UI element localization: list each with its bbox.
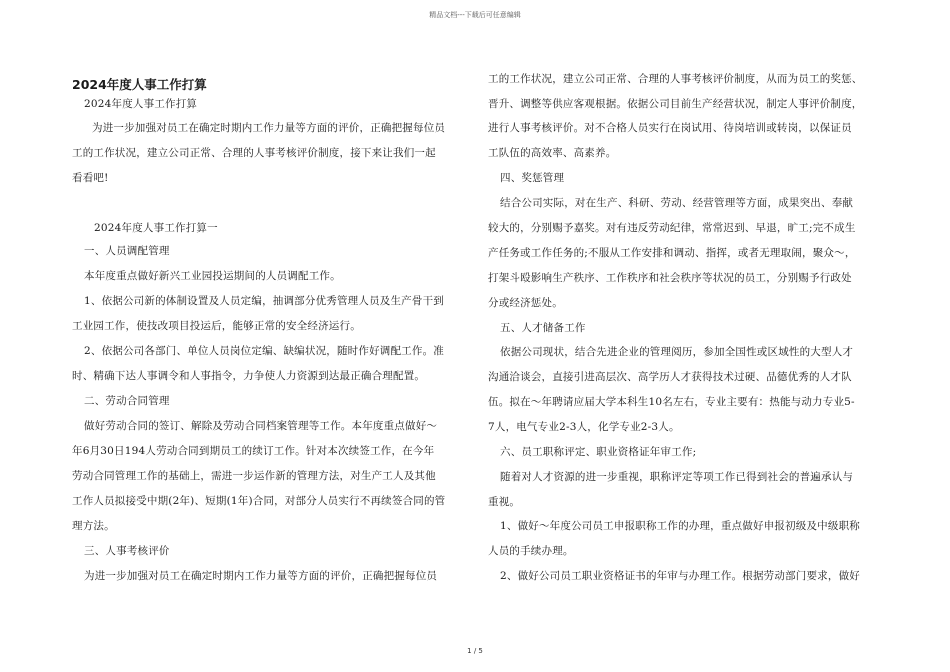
right-line: 人员的手续办理。 bbox=[488, 545, 574, 557]
left-line: 做好劳动合同的签订、解除及劳动合同档案管理等工作。本年度重点做好～ bbox=[84, 420, 438, 432]
document-title: 2024年度人事工作打算 bbox=[72, 77, 207, 92]
page-number: 1 / 5 bbox=[467, 647, 483, 655]
right-line: 四、奖惩管理 bbox=[500, 172, 565, 184]
left-line: 为进一步加强对员工在确定时期内工作力量等方面的评价，正确把握每位员 bbox=[84, 570, 438, 582]
right-line: 晋升、调整等供应客观根据。依据公司目前生产经营状况，制定人事评价制度， bbox=[488, 98, 863, 110]
left-line: 一、人员调配管理 bbox=[84, 245, 170, 257]
right-line: 2、做好公司员工职业资格证书的年审与办理工作。根据劳动部门要求，做好 bbox=[500, 570, 860, 582]
right-line: 伍。拟在～年聘请应届大学本科生10名左右，专业主要有：热能与动力专业5- bbox=[488, 396, 855, 408]
right-line: 7人，电气专业2-3人，化学专业2-3人。 bbox=[488, 421, 680, 433]
right-line: 五、人才储备工作 bbox=[500, 322, 586, 334]
left-line: 为进一步加强对员工在确定时期内工作力量等方面的评价，正确把握每位员 bbox=[92, 122, 446, 134]
right-line: 结合公司实际，对在生产、科研、劳动、经营管理等方面，成果突出、奉献 bbox=[500, 197, 854, 209]
left-line: 工业园工作，使技改项目投运后，能够正常的安全经济运行。 bbox=[72, 320, 361, 332]
left-line: 理方法。 bbox=[72, 520, 115, 532]
left-line: 二、劳动合同管理 bbox=[84, 395, 170, 407]
right-line: 进行人事考核评价。对不合格人员实行在岗试用、待岗培训或转岗，以保证员 bbox=[488, 122, 852, 134]
left-line: 2024年度人事工作打算一 bbox=[94, 222, 218, 234]
left-line: 本年度重点做好新兴工业园投运期间的人员调配工作。 bbox=[84, 270, 341, 282]
left-line: 时、精确下达人事调令和人事指令，力争使人力资源到达最正确合理配置。 bbox=[72, 370, 426, 382]
right-line: 随着对人才资源的进一步重视，职称评定等项工作已得到社会的普遍承认与 bbox=[500, 471, 854, 483]
right-line: 重视。 bbox=[488, 496, 521, 508]
right-line: 较大的，分别赐予嘉奖。对有违反劳动纪律，常常迟到、早退，旷工;完不成生 bbox=[488, 222, 856, 234]
left-line: 2、依据公司各部门、单位人员岗位定编、缺编状况，随时作好调配工作。准 bbox=[84, 345, 444, 357]
right-line: 依据公司现状，结合先进企业的管理阅历，参加全国性或区域性的大型人才 bbox=[500, 346, 854, 358]
left-line: 年6月30日194人劳动合同到期员工的续订工作。针对本次续签工作，在今年 bbox=[72, 445, 435, 457]
right-line: 1、做好～年度公司员工申报职称工作的办理，重点做好申报初级及中级职称 bbox=[500, 520, 860, 532]
left-line: 工的工作状况，建立公司正常、合理的人事考核评价制度，接下来让我们一起 bbox=[72, 147, 436, 159]
left-line: 看看吧! bbox=[72, 172, 109, 184]
right-line: 工队伍的高效率、高素养。 bbox=[488, 147, 617, 159]
right-line: 打架斗殴影响生产秩序、工作秩序和社会秩序等状况的员工，分别赐予行政处 bbox=[488, 272, 852, 284]
left-line: 1、依据公司新的体制设置及人员定编，抽调部分优秀管理人员及生产骨干到 bbox=[84, 295, 444, 307]
left-line: 劳动合同管理工作的基础上，需进一步运作新的管理方法，对生产工人及其他 bbox=[72, 470, 436, 482]
header-note: 精品文档---下载后可任意编辑 bbox=[429, 11, 521, 19]
right-line: 沟通洽谈会，直接引进高层次、高学历人才获得技术过硬、品德优秀的人才队 bbox=[488, 371, 852, 383]
left-line: 2024年度人事工作打算 bbox=[84, 98, 198, 110]
left-line: 工作人员拟接受中期(2年)、短期(1年)合同，对部分人员实行不再续签合同的管 bbox=[72, 495, 446, 507]
right-line: 分或经济惩处。 bbox=[488, 297, 563, 309]
right-line: 产任务或工作任务的;不服从工作安排和调动、指挥，或者无理取闹，聚众～， bbox=[488, 247, 856, 259]
right-line: 六、员工职称评定、职业资格证年审工作; bbox=[500, 446, 697, 458]
right-line: 工的工作状况，建立公司正常、合理的人事考核评价制度，从而为员工的奖惩、 bbox=[488, 73, 863, 85]
left-line: 三、人事考核评价 bbox=[84, 545, 170, 557]
